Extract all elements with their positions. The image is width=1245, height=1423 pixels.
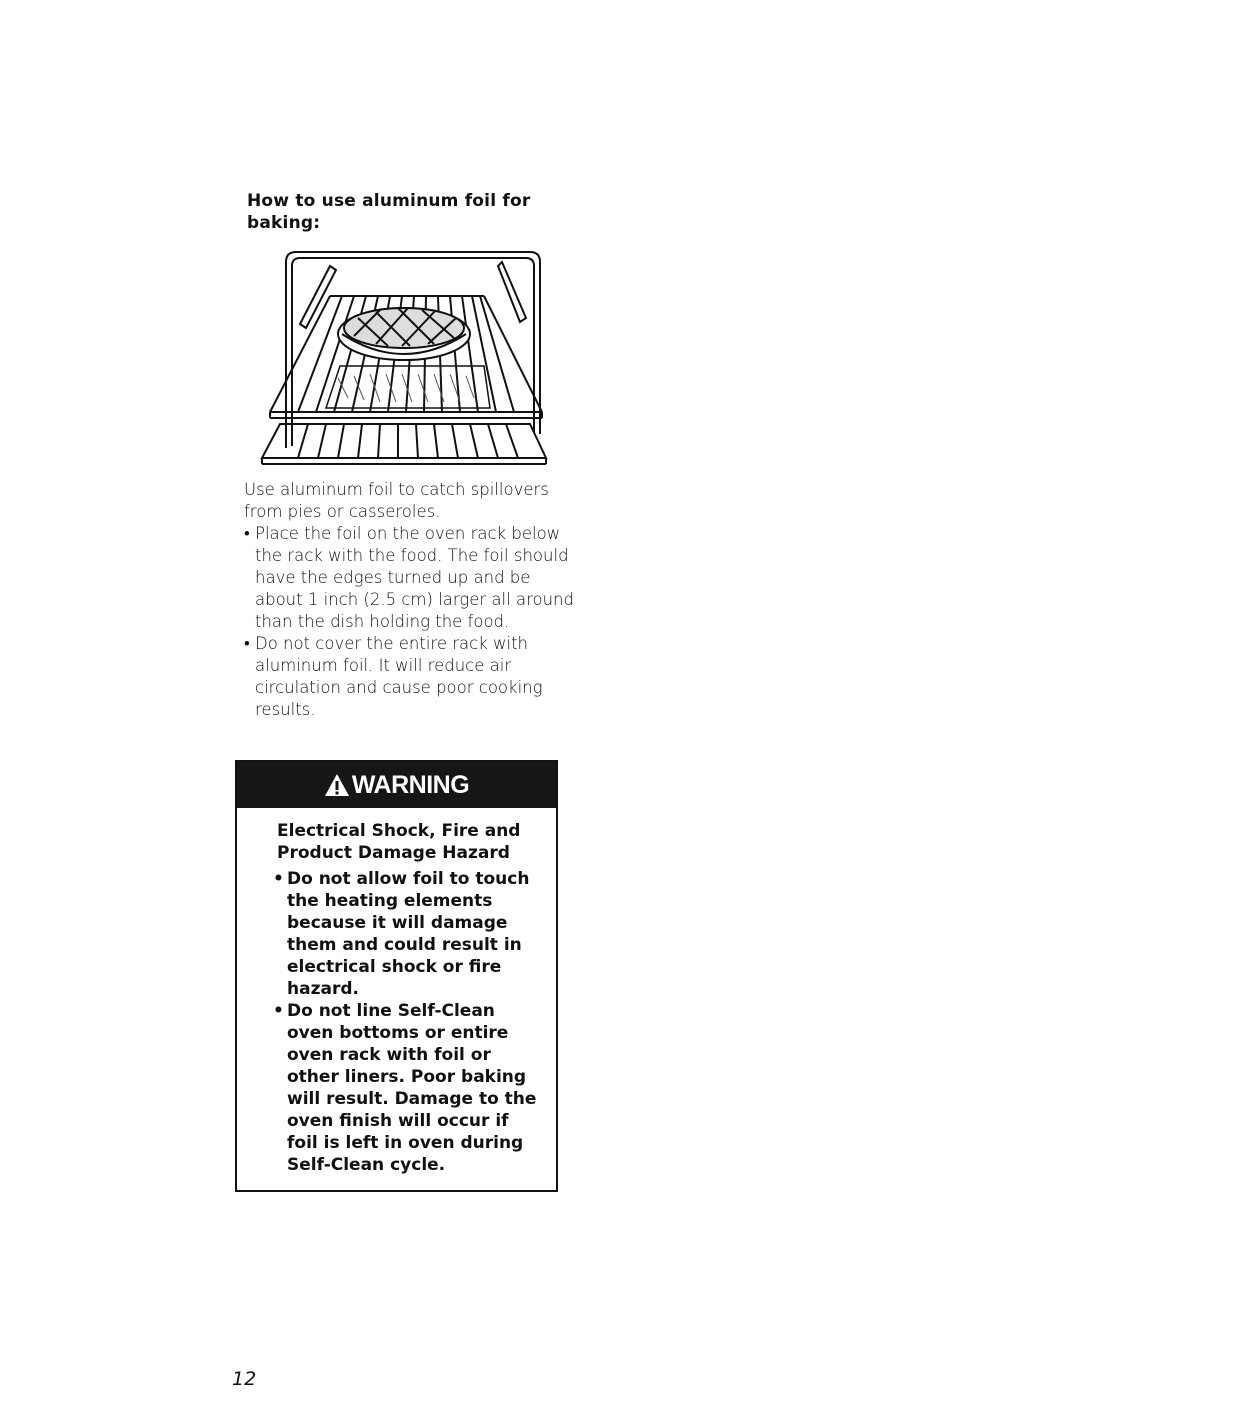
hazard-title: Electrical Shock, Fire and Product Damage Hazard: [277, 821, 521, 863]
section-title: How to use aluminum foil for baking:: [247, 191, 531, 233]
list-item: • Do not cover the entire rack with aluminum foil. It will reduce air circulation and cause poor cooking results.: [244, 634, 543, 719]
intro-paragraph: Use aluminum foil to catch spillovers from pies or casseroles.: [244, 480, 549, 521]
warning-header: [237, 762, 556, 808]
list-item: • Do not allow foil to touch the heating elements because it will damage them and could result in electrical shock or fire hazard.: [273, 869, 530, 999]
pie-icon: [338, 308, 470, 360]
warning-box: [235, 760, 558, 1192]
body-text: [244, 479, 574, 721]
instruction-list: [244, 523, 574, 721]
warning-content: [237, 808, 556, 1176]
page-number: 12: [232, 1368, 257, 1390]
oven-rack-illustration: [258, 248, 550, 470]
warning-label: WARNING: [351, 770, 470, 799]
list-item: • Place the foil on the oven rack below the rack with the food. The foil should have the edges turned up and be about 1 inch (2.5 cm) larger all around than the dish holding the food.: [244, 524, 574, 631]
list-item: • Do not line Self-Clean oven bottoms or entire oven rack with foil or other liners. Poor baking will result. Damage to the oven finish will occur if foil is left in oven during Self-Clean cycle.: [273, 1001, 537, 1175]
warning-list: [273, 868, 542, 1176]
warning-triangle-icon: [324, 773, 350, 797]
